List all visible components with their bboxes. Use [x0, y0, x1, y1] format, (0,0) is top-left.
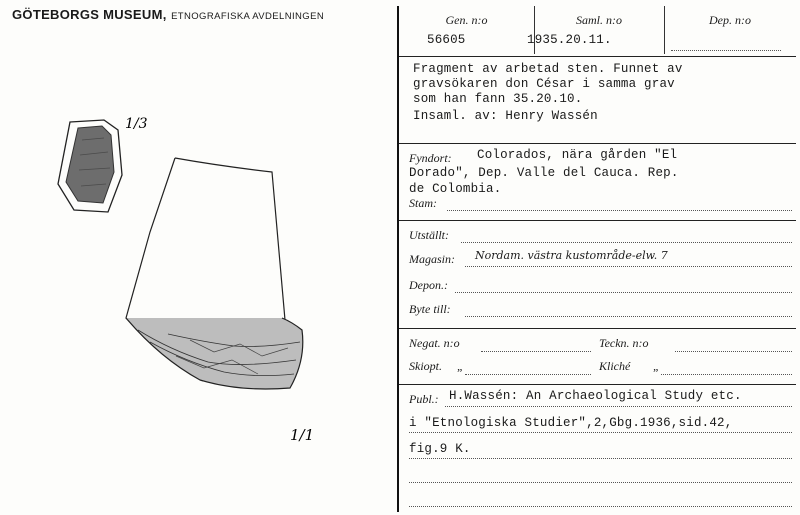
byte-label: Byte till: — [409, 302, 451, 316]
description-line: som han fann 35.20.10. — [413, 92, 583, 106]
publ-line — [409, 506, 792, 507]
small-fragment-drawing — [58, 120, 122, 212]
artifact-drawings — [0, 0, 397, 515]
skiopt-label: Skiopt. — [409, 359, 442, 373]
publ-label: Publ.: — [409, 392, 439, 406]
kliche-line — [661, 374, 792, 375]
rule — [399, 220, 796, 221]
negat-line — [481, 351, 591, 352]
magasin-label: Magasin: — [409, 252, 455, 266]
publ-line — [409, 482, 792, 483]
scale-label-small: 1/3 — [125, 116, 148, 132]
rule — [399, 384, 796, 385]
catalog-card — [399, 6, 800, 515]
negat-label: Negat. n:o — [409, 336, 460, 350]
large-fragment-drawing — [126, 158, 303, 389]
stam-label: Stam: — [409, 196, 437, 210]
teckn-line — [675, 351, 792, 352]
dep-column-header: Dep. n:o — [709, 13, 751, 27]
depon-label: Depon.: — [409, 278, 448, 292]
publication-line: i "Etnologiska Studier",2,Gbg.1936,sid.42, — [409, 416, 733, 430]
depon-line — [455, 292, 792, 293]
fyndort-line: de Colombia. — [409, 182, 502, 196]
scale-label-large: 1/1 — [290, 426, 315, 444]
kliche-label: Kliché — [599, 359, 631, 373]
utstallt-label: Utställt: — [409, 228, 450, 242]
utstallt-line — [461, 242, 792, 243]
kliche-ditto: „ — [653, 359, 660, 373]
gen-number: 56605 — [427, 33, 466, 47]
description-line: gravsökaren don César i samma grav — [413, 77, 675, 91]
dep-number-line — [671, 50, 781, 51]
publ-line — [409, 432, 792, 433]
fyndort-line: Colorados, nära gården "El — [477, 148, 678, 162]
saml-number: 1935.20.11. — [527, 33, 612, 47]
fyndort-line: Dorado", Dep. Valle del Cauca. Rep. — [409, 166, 679, 180]
rule — [399, 328, 796, 329]
description-line: Fragment av arbetad sten. Funnet av — [413, 62, 683, 76]
teckn-label: Teckn. n:o — [599, 336, 649, 350]
publ-line — [409, 458, 792, 459]
museum-name: GÖTEBORGS MUSEUM, — [12, 7, 167, 22]
department-name: ETNOGRAFISKA AVDELNINGEN — [171, 11, 325, 22]
saml-column-header: Saml. n:o — [576, 13, 622, 27]
publ-line — [445, 406, 792, 407]
rule — [399, 56, 796, 57]
byte-line — [465, 316, 792, 317]
publication-line: H.Wassén: An Archaeological Study etc. — [449, 389, 742, 403]
gen-column-header: Gen. n:o — [445, 13, 488, 27]
column-divider — [664, 6, 665, 54]
skiopt-line — [465, 374, 591, 375]
publication-line: fig.9 K. — [409, 442, 471, 456]
collector-line: Insaml. av: Henry Wassén — [413, 109, 598, 123]
skiopt-ditto: „ — [457, 359, 464, 373]
rule — [399, 143, 796, 144]
fyndort-label: Fyndort: — [409, 151, 452, 165]
magasin-value: Nordam. västra kustområde-elw. 7 — [475, 249, 668, 262]
magasin-line — [465, 266, 792, 267]
stam-line — [447, 210, 792, 211]
